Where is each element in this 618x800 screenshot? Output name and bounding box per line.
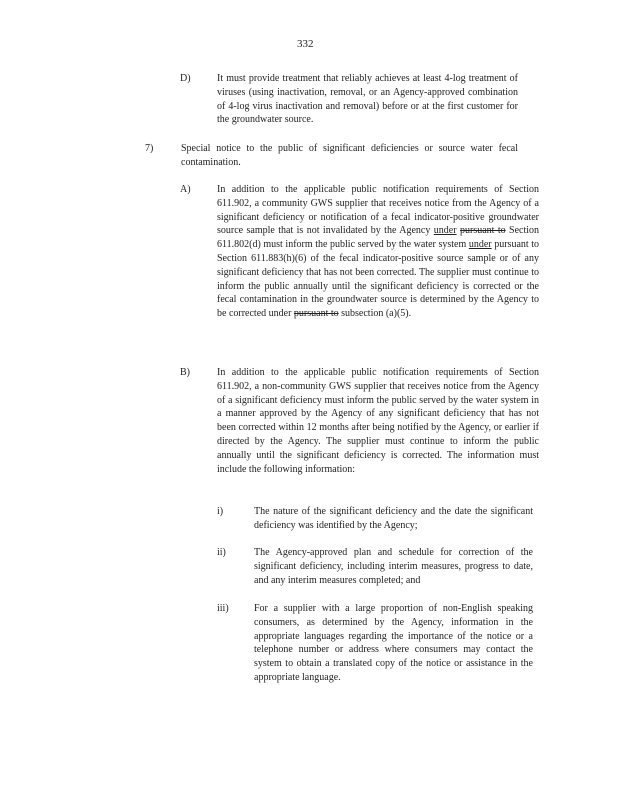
- subsection-b-text: In addition to the applicable public notification requirements of Section 611.902, a non-community GWS supplier that receives notice from the Agency of a significant deficiency must inform the public served by the water system in a manner approved by the Agency of any significant deficiency that has not been corrected within 12 months after being notified by the Agency, or earlier if directed by the Agency. The supplier must continue to inform the public annually until the significant deficiency is corrected. The information must include the following information:: [217, 367, 539, 475]
- subsection-a-text-part-4: subsection (a)(5).: [341, 308, 412, 320]
- subsection-d-text: It must provide treatment that reliably achieves at least 4-log treatment of viruses (using inactivation, removal, or an Agency-approved combination of 4-log virus inactivation and removal) before or at the first customer for the groundwater source.: [217, 73, 518, 126]
- paragraph-7-text: Special notice to the public of significant deficiencies or source water fecal contamination.: [181, 143, 518, 168]
- subsection-a-label: A): [180, 184, 191, 195]
- item-ii-text: The Agency-approved plan and schedule for correction of the significant deficiency, including interim measures, progress to date, and any interim measures completed; and: [254, 547, 533, 586]
- page-number: 332: [297, 38, 314, 50]
- subsection-b-label: B): [180, 367, 190, 378]
- paragraph-7-label: 7): [145, 143, 154, 154]
- subsection-a-text-part-3: pursuant to Section 611.883(h)(6) of the fecal indicator-positive source sample or of any significant deficiency that has not been corrected. The supplier must continue to inform the public annually until the significant deficiency is corrected or the fecal contamination in the groundwater source is determined by the Agency to be corrected under: [217, 239, 540, 320]
- item-ii-label: ii): [217, 547, 226, 558]
- item-i-text: The nature of the significant deficiency and the date the significant deficiency was identified by the Agency;: [254, 506, 533, 531]
- subsection-a-text-part-1: In addition to the applicable public notification requirements of Section 611.902, a community GWS supplier that receives notice from the Agency of a significant deficiency or notification of a fecal indicator-positive groundwater source sample that is not invalidated by the Agency: [217, 184, 539, 237]
- inserted-text-under-1: under: [433, 225, 457, 237]
- deleted-text-pursuant-to-2: pursuant to: [293, 308, 339, 320]
- item-i-label: i): [217, 506, 224, 517]
- subsection-d-label: D): [180, 73, 191, 84]
- subsection-a-text: [217, 183, 539, 321]
- item-iii-text: For a supplier with a large proportion of non-English speaking consumers, as determined by the Agency, information in the appropriate languages regarding the importance of the notice or a telephone number or address where consumers may contact the system to obtain a translated copy of the notice or assistance in the appropriate language.: [254, 603, 533, 683]
- item-iii-label: iii): [217, 603, 229, 614]
- subsection-a-text-part-2: Section 611.802(d) must inform the public served by the water system: [217, 225, 540, 251]
- inserted-text-under-2: under: [468, 239, 492, 251]
- deleted-text-pursuant-to-1: pursuant to: [459, 225, 506, 237]
